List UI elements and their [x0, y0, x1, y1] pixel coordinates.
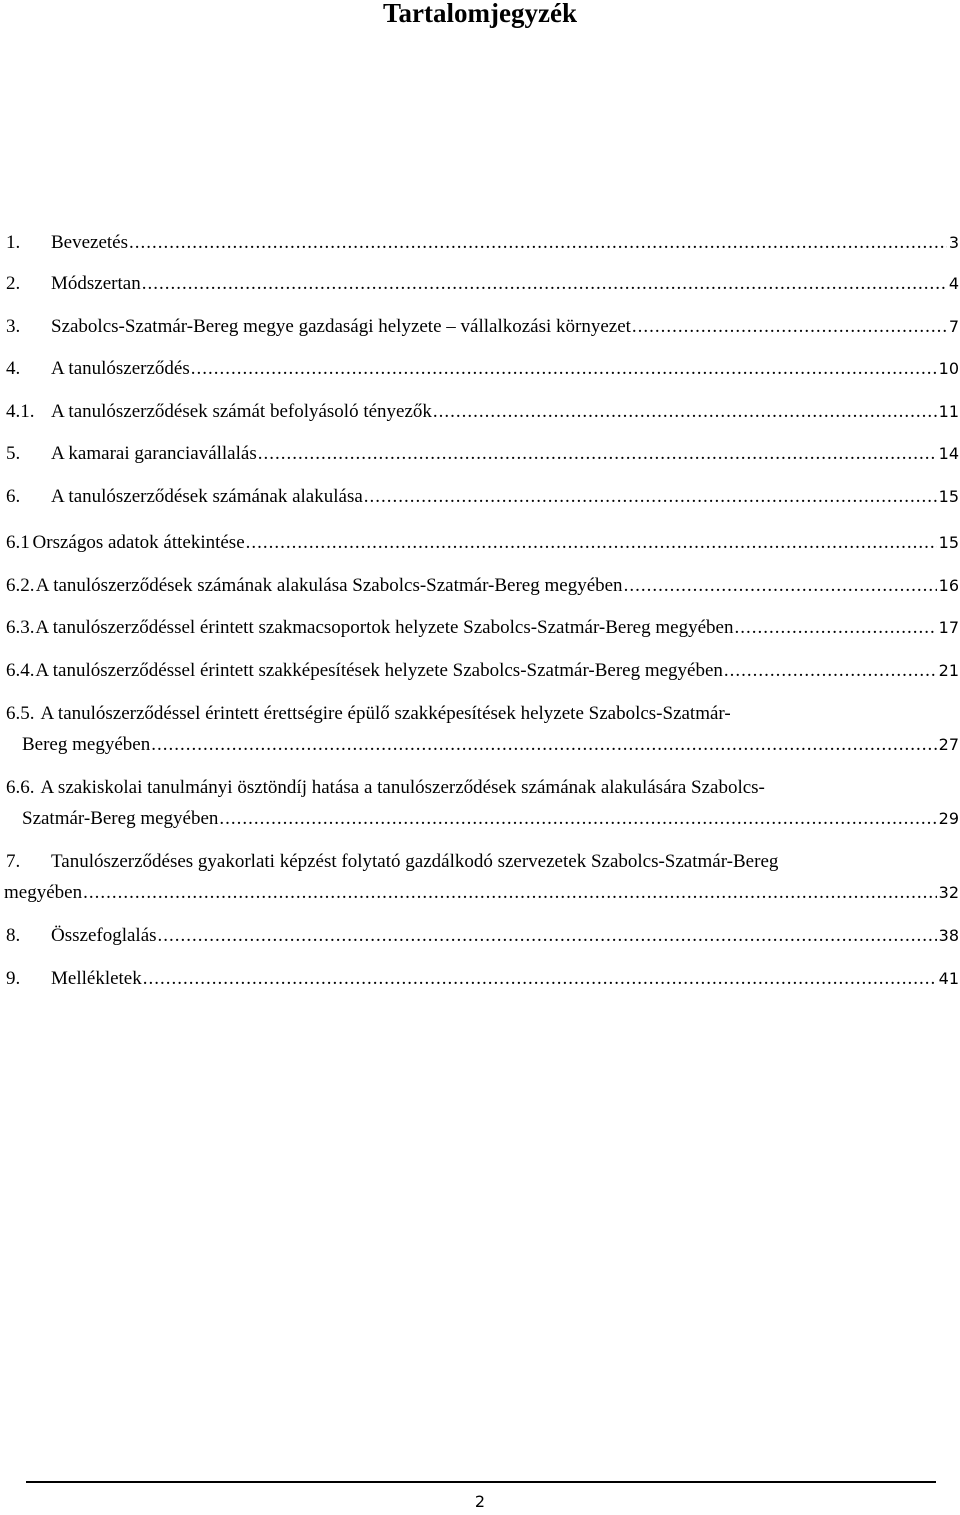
- toc-entry[interactable]: [6, 438, 959, 469]
- toc-entry-number: 7.: [6, 851, 21, 872]
- dot-leader: [83, 877, 937, 908]
- toc-entry-number: 6.1: [6, 532, 30, 553]
- toc-entry-page: 21: [938, 661, 959, 680]
- toc-entry-page: 38: [938, 926, 959, 945]
- toc-entry-title-line2: Szatmár-Bereg megyében: [22, 808, 219, 829]
- toc-entry-title: A tanulószerződés: [51, 358, 190, 379]
- toc-entry-number: 6.: [6, 486, 21, 507]
- dot-leader: [191, 353, 937, 384]
- toc-entry-title-line2: megyében: [4, 882, 83, 903]
- toc-entry-title: Országos adatok áttekintése: [32, 532, 245, 553]
- toc-entry[interactable]: [6, 963, 959, 994]
- toc-entry-number: 4.1.: [6, 401, 35, 422]
- toc-entry-number: 8.: [6, 925, 21, 946]
- footer-rule: [26, 1481, 936, 1483]
- toc-entry-page: 14: [938, 444, 959, 463]
- toc-entry-page: 15: [938, 487, 959, 506]
- toc-entry-title-line1: A szakiskolai tanulmányi ösztöndíj hatása a tanulószerződések számának alakulására Szabolcs-: [40, 777, 765, 798]
- toc-entry-page: 11: [938, 402, 959, 421]
- toc-entry-page: 10: [938, 359, 959, 378]
- dot-leader: [734, 612, 936, 643]
- dot-leader: [364, 481, 937, 512]
- dot-leader: [219, 803, 936, 834]
- toc-entry-title: A tanulószerződések számát befolyásoló tényezők: [51, 401, 432, 422]
- dot-leader: [624, 570, 937, 601]
- toc-entry[interactable]: [6, 570, 959, 601]
- toc-entry-number: 6.5.: [6, 703, 35, 724]
- dot-leader: [258, 438, 937, 469]
- toc-entry-page: 29: [938, 809, 959, 828]
- toc-entry[interactable]: [6, 396, 959, 427]
- toc-entry-title: A kamarai garanciavállalás: [51, 443, 257, 464]
- toc-entry-number: 6.4.: [6, 660, 35, 681]
- toc-entry[interactable]: [6, 311, 959, 342]
- toc-entry-title: Bevezetés: [51, 232, 129, 253]
- dot-leader: [129, 227, 947, 258]
- page-number: 2: [474, 1492, 486, 1511]
- toc-entry-title: A tanulószerződések számának alakulása: [51, 486, 363, 507]
- toc-entry-page: 27: [938, 735, 959, 754]
- toc-entry-title: Összefoglalás: [51, 925, 157, 946]
- toc-entry[interactable]: [6, 227, 959, 258]
- toc-entry[interactable]: [6, 353, 959, 384]
- toc-entry-title: Mellékletek: [51, 968, 142, 989]
- toc-entry-page: 3: [948, 233, 959, 252]
- toc-entry-title-line1: Tanulószerződéses gyakorlati képzést folytató gazdálkodó szervezetek Szabolcs-Szatmár-Bereg: [51, 851, 779, 872]
- toc-entry[interactable]: [6, 268, 959, 299]
- toc-entry-title: Szabolcs-Szatmár-Bereg megye gazdasági helyzete – vállalkozási környezet: [51, 316, 631, 337]
- toc-entry[interactable]: [6, 527, 959, 558]
- dot-leader: [151, 729, 936, 760]
- toc-entry-page: 4: [948, 274, 959, 293]
- toc-entry-page: 32: [938, 883, 959, 902]
- toc-entry[interactable]: [6, 655, 959, 686]
- toc-entry-page: 15: [938, 533, 959, 552]
- toc-entry-number: 2.: [6, 273, 21, 294]
- dot-leader: [143, 963, 937, 994]
- dot-leader: [632, 311, 947, 342]
- toc-entry-title-line1: A tanulószerződéssel érintett érettségire épülő szakképesítések helyzete Szabolcs-Szatmár-: [40, 703, 731, 724]
- dot-leader: [142, 268, 947, 299]
- toc-entry-title-line2: Bereg megyében: [22, 734, 151, 755]
- dot-leader: [724, 655, 937, 686]
- toc-entry-number: 6.6.: [6, 777, 35, 798]
- dot-leader: [246, 527, 937, 558]
- toc-title: Tartalomjegyzék: [383, 0, 577, 28]
- dot-leader: [158, 920, 937, 951]
- toc-entry[interactable]: [6, 846, 959, 908]
- toc-entry[interactable]: [6, 481, 959, 512]
- toc-entry-number: 4.: [6, 358, 21, 379]
- toc-entry-page: 7: [948, 317, 959, 336]
- toc-entry-page: 17: [938, 618, 959, 637]
- toc-entry-number: 1.: [6, 232, 21, 253]
- toc-entry-number: 3.: [6, 316, 21, 337]
- toc-entry-page: 41: [938, 969, 959, 988]
- dot-leader: [433, 396, 937, 427]
- toc-entry-page: 16: [938, 576, 959, 595]
- toc-entry-title: A tanulószerződéssel érintett szakképesítések helyzete Szabolcs-Szatmár-Bereg megyében: [35, 660, 723, 681]
- toc-entry[interactable]: [6, 920, 959, 951]
- toc-entry-number: 6.3.: [6, 617, 35, 638]
- toc-entry[interactable]: [6, 698, 959, 760]
- toc-entry-number: 9.: [6, 968, 21, 989]
- toc-entry-title: A tanulószerződéssel érintett szakmacsoportok helyzete Szabolcs-Szatmár-Bereg megyében: [35, 617, 734, 638]
- toc-entry-number: 6.2.: [6, 575, 35, 596]
- toc-entry-number: 5.: [6, 443, 21, 464]
- toc-entry[interactable]: [6, 612, 959, 643]
- toc-entry-title: Módszertan: [51, 273, 141, 294]
- toc-entry[interactable]: [6, 772, 959, 834]
- toc-entry-title: A tanulószerződések számának alakulása Szabolcs-Szatmár-Bereg megyében: [35, 575, 623, 596]
